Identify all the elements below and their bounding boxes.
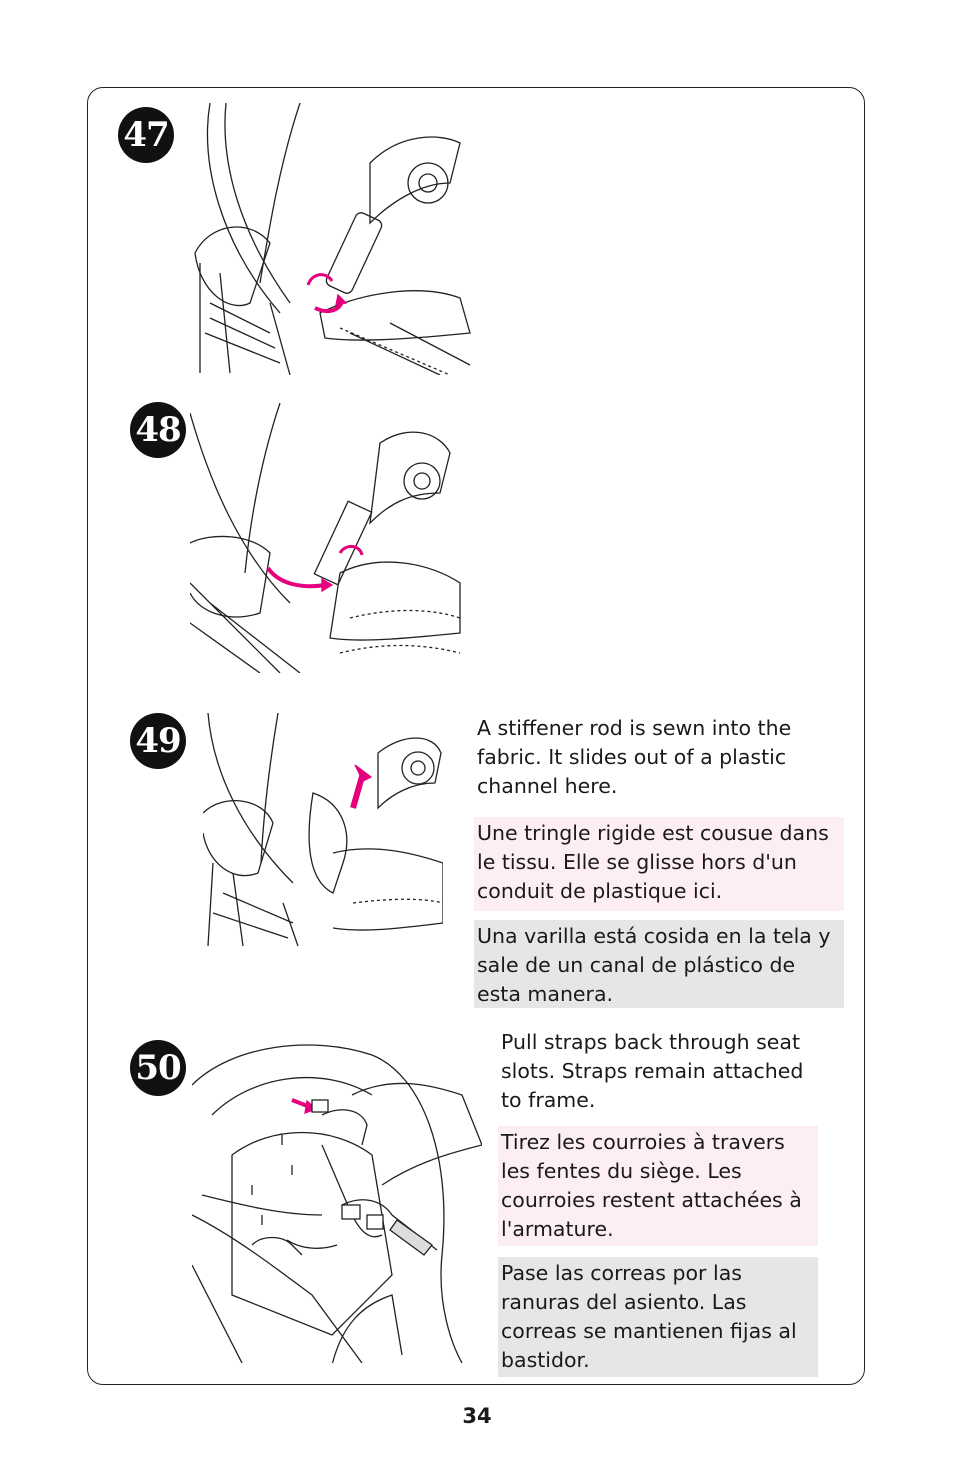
page-number: 34 — [462, 1404, 492, 1428]
step-47-illustration — [190, 103, 480, 375]
step-48-badge — [130, 402, 186, 458]
step-49-text-en: A stiffener rod is sewn into the fabric. It slides out of a plastic channel here. — [477, 716, 792, 798]
step-50-number: 50 — [135, 1048, 181, 1088]
step-48-number: 48 — [135, 410, 181, 450]
step-47-badge — [118, 107, 174, 163]
step-49-text-fr: Une tringle rigide est cousue dans le tissu. Elle se glisse hors d'un conduit de plastique ici. — [474, 817, 844, 911]
step-50-badge — [130, 1040, 186, 1096]
step-49-number: 49 — [135, 721, 181, 761]
step-47-number: 47 — [123, 115, 169, 155]
step-50-illustration — [192, 1035, 482, 1363]
step-49-badge — [130, 713, 186, 769]
step-48-illustration — [190, 403, 462, 673]
step-49-text-es: Una varilla está cosida en la tela y sale de un canal de plástico de esta manera. — [474, 920, 844, 1008]
step-49-illustration — [203, 713, 443, 946]
step-50-text-en: Pull straps back through seat slots. Straps remain attached to frame. — [501, 1030, 804, 1112]
step-50-text-fr: Tirez les courroies à travers les fentes du siège. Les courroies restent attachées à l'armature. — [498, 1126, 818, 1246]
step-50-text-es: Pase las correas por las ranuras del asiento. Las correas se mantienen fijas al bastidor. — [498, 1257, 818, 1377]
